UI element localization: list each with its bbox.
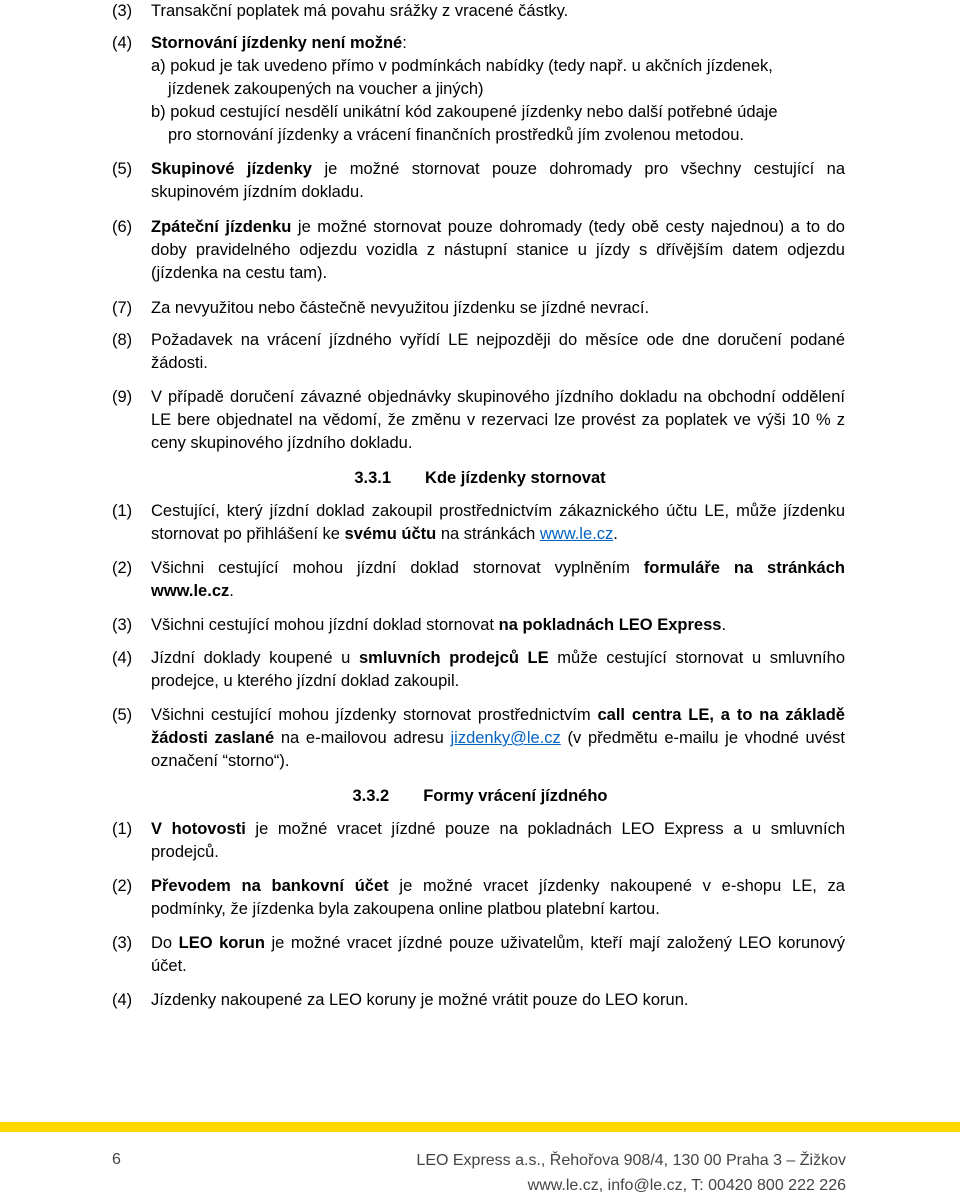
subitem-a-line1: a) pokud je tak uvedeno přímo v podmínkách nabídky (tedy např. u akčních jízdenek, bbox=[151, 57, 773, 75]
section-title: Formy vrácení jízdného bbox=[423, 787, 608, 805]
subitem-b-line1: b) pokud cestující nesdělí unikátní kód zakoupené jízdenky nebo další potřebné údaje bbox=[151, 103, 778, 121]
section-heading-3-3-1 bbox=[0, 467, 960, 490]
item-number: (2) bbox=[112, 559, 133, 577]
item-text: je možné stornovat pouze dohromady pro všechny cestující na skupinovém jízdním dokladu. bbox=[151, 160, 846, 201]
section-title: Kde jízdenky stornovat bbox=[425, 469, 606, 487]
footer-company: LEO Express a.s., Řehořova 908/4, 130 00 Praha 3 – Žižkov bbox=[416, 1152, 846, 1169]
item-number: (2) bbox=[112, 877, 133, 895]
item-number: (4) bbox=[112, 991, 133, 1009]
item-number: (3) bbox=[112, 934, 133, 952]
item-number: (6) bbox=[112, 218, 133, 236]
item-bold: Skupinové jízdenky bbox=[151, 160, 312, 178]
footer-accent-rule bbox=[0, 1122, 960, 1132]
website-link[interactable]: www.le.cz bbox=[539, 525, 614, 543]
page-number: 6 bbox=[112, 1151, 121, 1168]
section-number: 3.3.1 bbox=[354, 469, 392, 487]
email-link[interactable]: jizdenky@le.cz bbox=[450, 729, 561, 747]
item-number: (4) bbox=[112, 34, 133, 52]
item-text: Za nevyužitou nebo částečně nevyužitou jízdenku se jízdné nevrací. bbox=[151, 299, 650, 317]
section-number: 3.3.2 bbox=[352, 787, 390, 805]
item-text: V případě doručení závazné objednávky skupinového jízdního dokladu na obchodní oddělení LE bere objednatel na vědomí, že změnu v rezervaci lze provést za poplatek ve výši 10 % z ceny skupinového jízdního dokladu. bbox=[151, 388, 845, 452]
item-number: (1) bbox=[112, 502, 133, 520]
section-heading-3-3-2 bbox=[0, 785, 960, 808]
footer-contact: www.le.cz, info@le.cz, T: 00420 800 222 226 bbox=[527, 1177, 846, 1194]
item-number: (4) bbox=[112, 649, 133, 667]
item-number: (8) bbox=[112, 331, 133, 349]
item-number: (5) bbox=[112, 706, 133, 724]
item-number: (1) bbox=[112, 820, 133, 838]
item-text: je možné stornovat pouze dohromady (tedy obě cesty najednou) a to do doby pravidelného odjezdu vozidla z nástupní stanice u jízdy s dřívějším datem odjezdu (jízdenka na cestu tam). bbox=[151, 218, 845, 282]
item-number: (5) bbox=[112, 160, 133, 178]
subitem-b-line2: pro stornování jízdenky a vrácení finančních prostředků jím zvolenou metodou. bbox=[168, 126, 744, 144]
item-bold-title: Stornování jízdenky není možné bbox=[151, 34, 403, 52]
document-page: (3) Transakční poplatek má povahu srážky z vracené částky. (4) Stornování jízdenky není možné: a) pokud je tak uvedeno přímo v podmínkách nabídky (tedy např. u akčních jízdenek, jízdenek zakoupených na voucher a jiných) b) pokud cestující nesdělí unikátní kód zakoupené jízdenky nebo další potřebné údaje pro stornování jízdenky a vrácení finančních prostředků jím zvolenou metodou. (5) Skupinové jízdenky je možné stornovat pouze dohromady pro všechny cestující na skupinovém jízdním dokladu. (6) Zpáteční jízdenku je možné stornovat pouze dohromady (tedy obě cesty najednou) a to do doby pravidelného odjezdu vozidla z nástupní stanice u jízdy s dřívějším datem odjezdu (jízdenka na cestu tam). (7) Za nevyužitou nebo částečně nevyužitou jízdenku se jízdné nevrací. (8) Požadavek na vrácení jízdného vyřídí LE nejpozději do měsíce ode dne doručení podané žádosti. (9) V případě doručení závazné objednávky skupinového jízdního dokladu na obchodní oddělení LE bere objednatel na vědomí, že změnu v rezervaci lze provést za poplatek ve výši 10 % z ceny skupinového jízdního dokladu. 3.3.1 Kde jízdenky stornovat (1) Cestující, který jízdní doklad zakoupil prostřednictvím zákaznického účtu LE, může jízdenku stornovat po přihlášení ke svému účtu na stránkách www.le.cz. (2) Všichni cestující mohou jízdní doklad stornovat vyplněním formuláře na stránkách www.le.cz. (3) Všichni cestující mohou jízdní doklad stornovat na pokladnách LEO Express. (4) Jízdní doklady koupené u smluvních prodejců LE může cestující stornovat u smluvního prodejce, u kterého jízdní doklad zakoupil. (5) Všichni cestující mohou jízdenky stornovat prostřednictvím call centra LE, a to na základě žádosti zaslané na e-mailovou adresu jizdenky@le.cz (v předmětu e-mailu je vhodné uvést označení “storno“). 3.3.2 Formy vrácení jízdného (1) V hotovosti je možné vracet jízdné pouze na pokladnách LEO Express a u smluvních prodejců. (2) Převodem na bankovní účet je možné vracet jízdenky nakoupené v e-shopu LE, za podmínky, že jízdenka byla zakoupena online platbou platební kartou. (3) Do LEO korun je možné vracet jízdné pouze uživatelům, kteří mají založený LEO korunový účet. (4) Jízdenky nakoupené za LEO koruny je možné vrátit pouze do LEO korun. 6 LEO Express a.s., Řehořova 908/4, 130 00 Praha 3 – Žižkov www.le.cz, info@le.cz, T: 00420 800 222 226 bbox=[0, 0, 960, 1192]
item-text: Požadavek na vrácení jízdného vyřídí LE nejpozději do měsíce ode dne doručení podané žádosti. bbox=[151, 331, 845, 372]
item-number: (3) bbox=[112, 2, 133, 20]
item-number: (9) bbox=[112, 388, 133, 406]
subitem-a-line2: jízdenek zakoupených na voucher a jiných) bbox=[168, 80, 484, 98]
item-number: (3) bbox=[112, 616, 133, 634]
item-number: (7) bbox=[112, 299, 133, 317]
item-bold: Zpáteční jízdenku bbox=[151, 218, 292, 236]
footer-address bbox=[416, 1148, 846, 1198]
item-text: Transakční poplatek má povahu srážky z vracené částky. bbox=[151, 2, 569, 20]
